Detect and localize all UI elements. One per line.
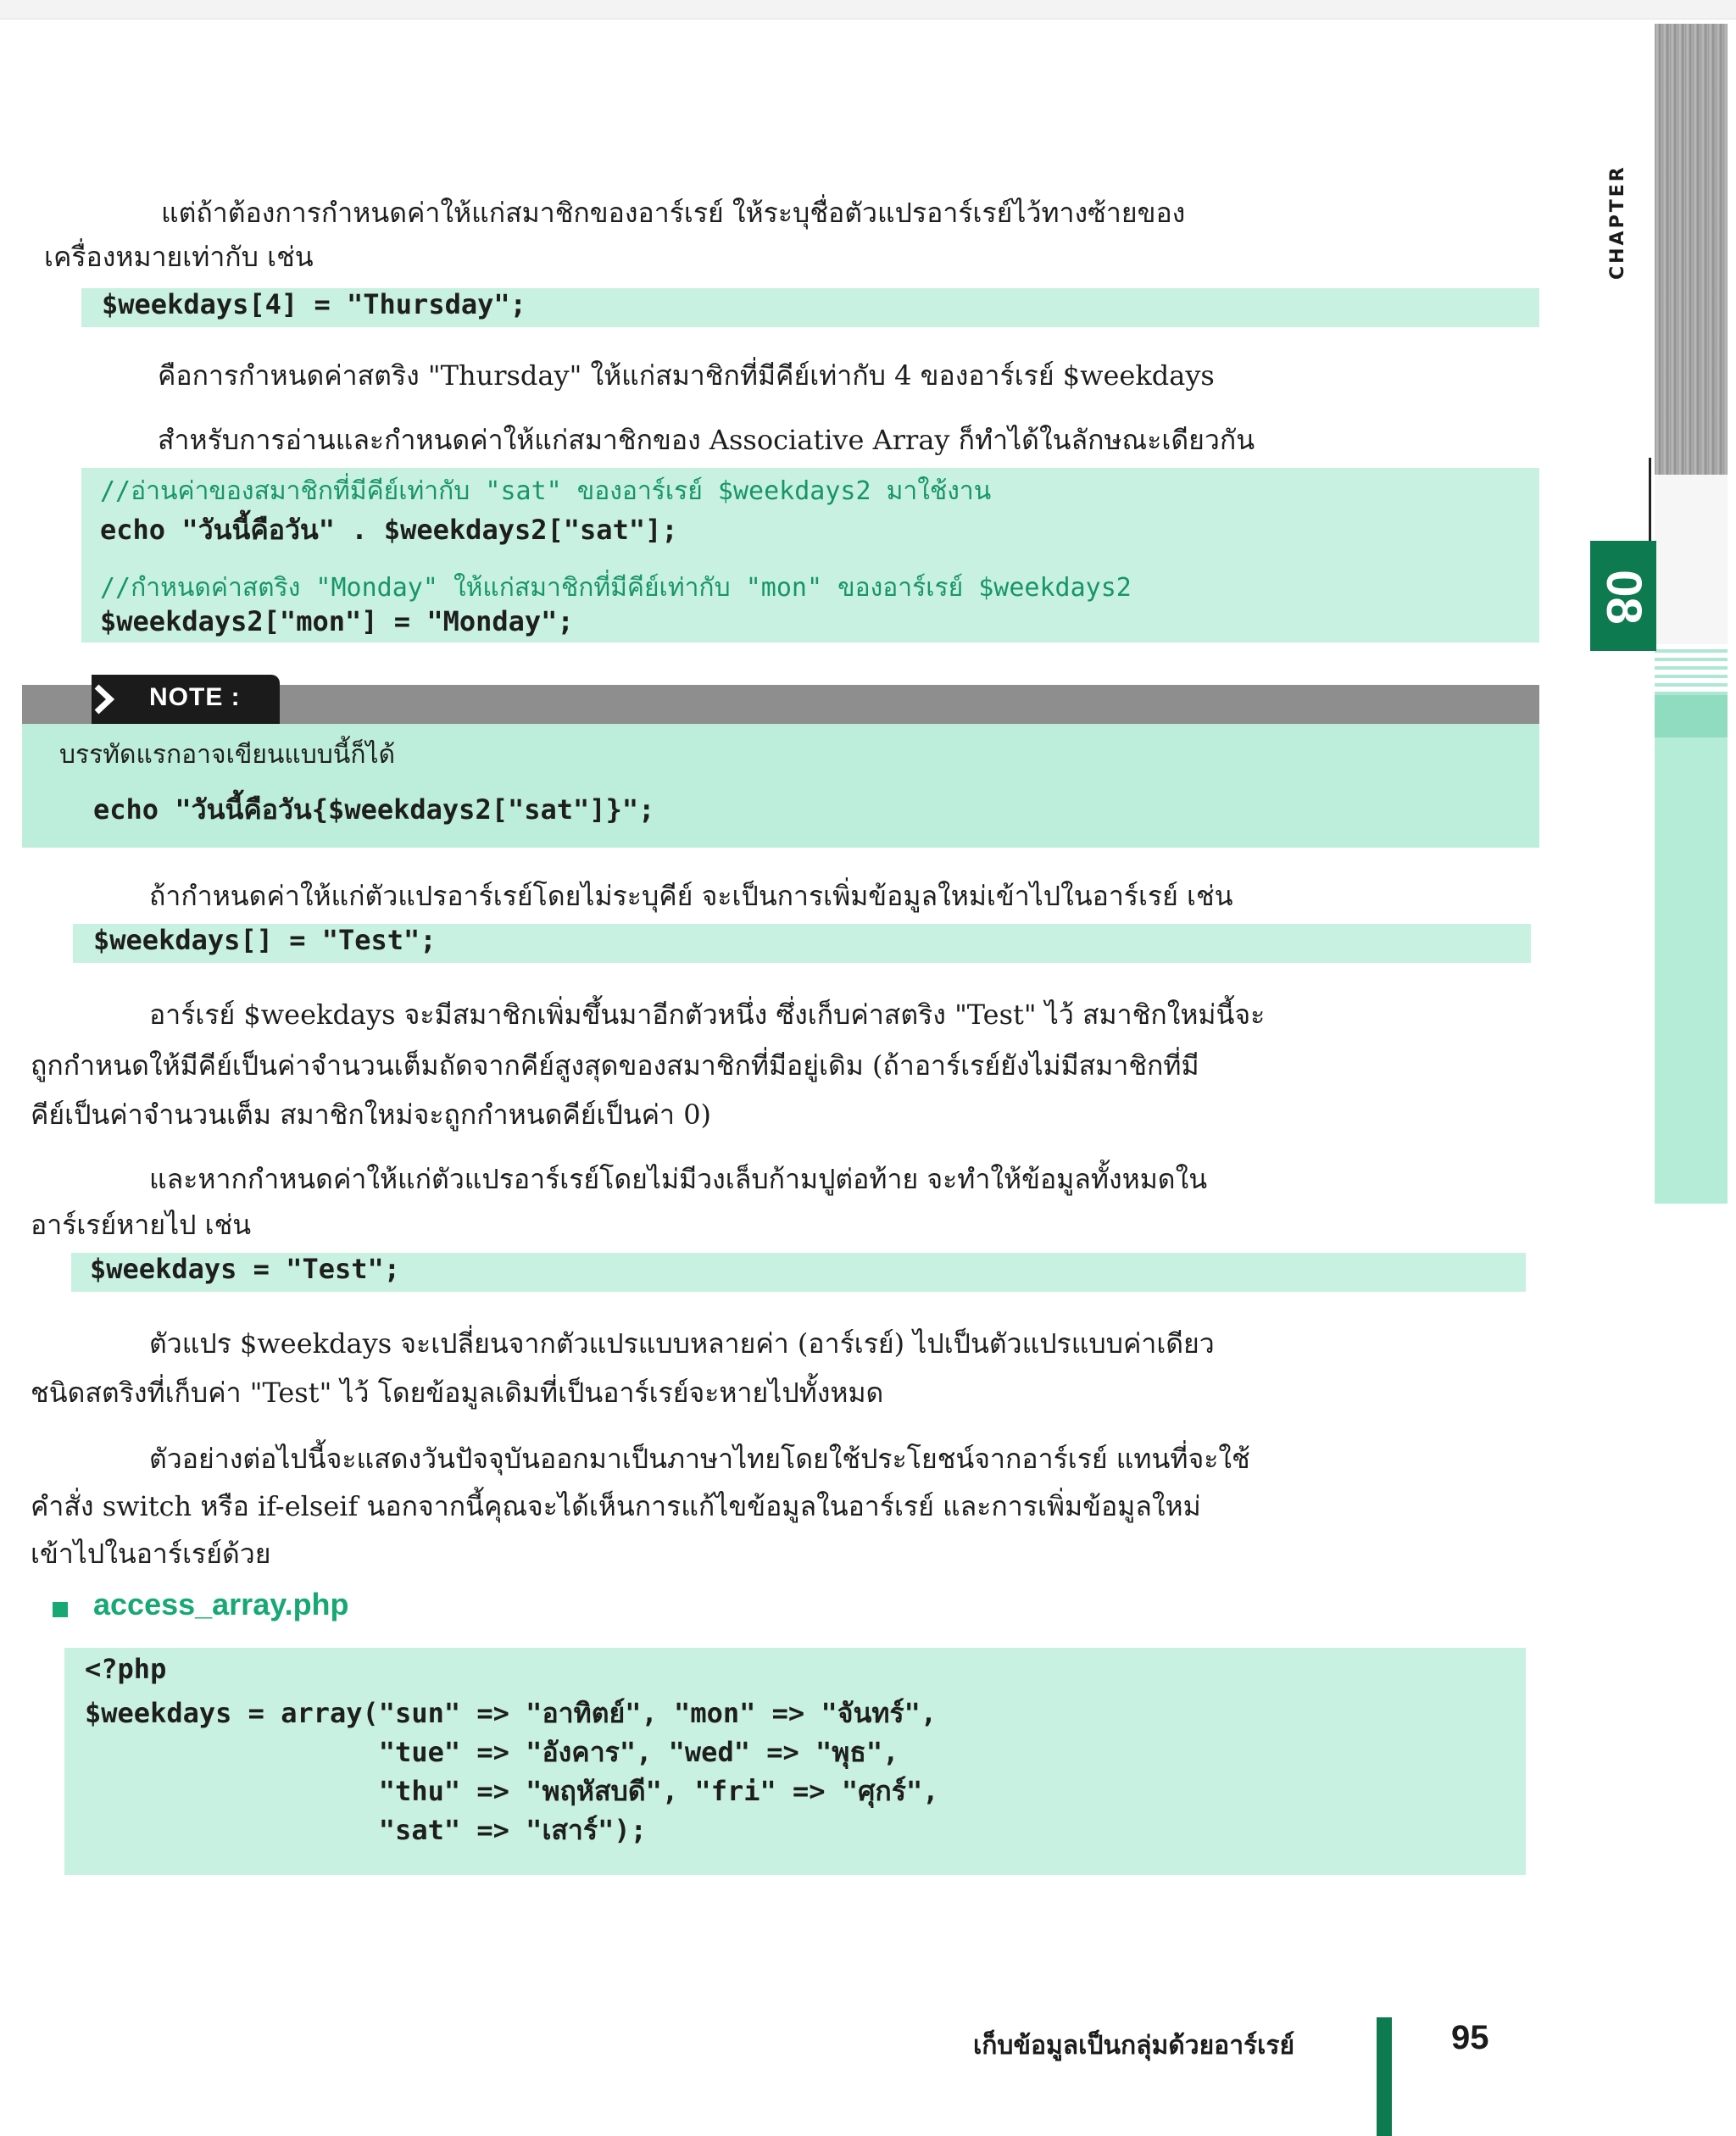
paragraph-line: และหากกำหนดค่าให้แก่ตัวแปรอาร์เรย์โดยไม่มีวงเล็บก้ามปูต่อท้าย จะทำให้ข้อมูลทั้งหมดใน <box>149 1163 1208 1195</box>
chapter-number-text: 08 <box>1595 569 1651 625</box>
page-top-edge <box>0 0 1736 19</box>
listing-filename: access_array.php <box>93 1587 349 1621</box>
margin-rule <box>1649 458 1651 541</box>
paragraph-line: เครื่องหมายเท่ากับ เช่น <box>44 241 314 273</box>
code-line: $weekdays = "Test"; <box>90 1253 401 1285</box>
listing-line: $weekdays = array("sun" => "อาทิตย์", "mon" => "จันทร์", <box>85 1697 938 1729</box>
paragraph-line: คือการกำหนดค่าสตริง "Thursday" ให้แก่สมาชิกที่มีคีย์เท่ากับ 4 ของอาร์เรย์ $weekdays <box>158 359 1215 392</box>
paragraph-line: สำหรับการอ่านและกำหนดค่าให้แก่สมาชิกของ Associative Array ก็ทำได้ในลักษณะเดียวกัน <box>158 424 1255 456</box>
paragraph-line: ถ้ากำหนดค่าให้แก่ตัวแปรอาร์เรย์โดยไม่ระบุคีย์ จะเป็นการเพิ่มข้อมูลใหม่เข้าไปในอาร์เรย์ เช่น <box>149 880 1233 912</box>
footer-divider <box>1377 2017 1392 2136</box>
paragraph-line: คำสั่ง switch หรือ if-elseif นอกจากนี้คุณจะได้เห็นการแก้ไขข้อมูลในอาร์เรย์ และการเพิ่มข้อมูลใหม่ <box>31 1490 1201 1522</box>
chapter-label: CHAPTER <box>1607 164 1628 280</box>
margin-mint-strip <box>1655 737 1728 1204</box>
square-bullet-icon <box>53 1602 68 1617</box>
paragraph-line: แต่ถ้าต้องการกำหนดค่าให้แก่สมาชิกของอาร์เรย์ ให้ระบุชื่อตัวแปรอาร์เรย์ไว้ทางซ้ายของ <box>161 197 1186 229</box>
page-number: 95 <box>1451 2019 1489 2056</box>
note-text: บรรทัดแรกอาจเขียนแบบนี้ก็ได้ <box>59 740 396 770</box>
paragraph-line: ถูกกำหนดให้มีคีย์เป็นค่าจำนวนเต็มถัดจากคีย์สูงสุดของสมาชิกที่มีอยู่เดิม (ถ้าอาร์เรย์ยังไม่มีสมาชิกที่มี <box>31 1049 1199 1082</box>
paragraph-line: เข้าไปในอาร์เรย์ด้วย <box>31 1538 271 1570</box>
listing-line: "thu" => "พฤหัสบดี", "fri" => "ศุกร์", <box>85 1775 939 1807</box>
note-label: NOTE : <box>149 683 241 711</box>
paragraph-line: ตัวแปร $weekdays จะเปลี่ยนจากตัวแปรแบบหลายค่า (อาร์เรย์) ไปเป็นตัวแปรแบบค่าเดียว <box>149 1327 1215 1360</box>
paragraph-line: อาร์เรย์ $weekdays จะมีสมาชิกเพิ่มขึ้นมาอีกตัวหนึ่ง ซึ่งเก็บค่าสตริง "Test" ไว้ สมาชิกใหม่นี้จะ <box>149 998 1266 1031</box>
code-comment: //กำหนดค่าสตริง "Monday" ให้แก่สมาชิกที่มีคีย์เท่ากับ "mon" ของอาร์เรย์ $weekdays2 <box>100 573 1132 603</box>
code-comment: //อ่านค่าของสมาชิกที่มีคีย์เท่ากับ "sat" ของอาร์เรย์ $weekdays2 มาใช้งาน <box>100 476 992 506</box>
chevron-right-icon <box>90 678 129 720</box>
paragraph-line: อาร์เรย์หายไป เช่น <box>31 1209 252 1241</box>
note-code: echo "วันนี้คือวัน{$weekdays2["sat"]}"; <box>93 793 655 826</box>
paragraph-line: ชนิดสตริงที่เก็บค่า "Test" ไว้ โดยข้อมูลเดิมที่เป็นอาร์เรย์จะหายไปทั้งหมด <box>31 1377 884 1409</box>
listing-line: "sat" => "เสาร์"); <box>85 1814 647 1846</box>
chapter-number <box>1597 551 1650 642</box>
code-line: $weekdays[] = "Test"; <box>93 924 437 956</box>
code-line: $weekdays2["mon"] = "Monday"; <box>100 605 574 637</box>
margin-mint-dark <box>1655 695 1728 737</box>
code-line: $weekdays[4] = "Thursday"; <box>102 288 526 320</box>
listing-line: "tue" => "อังคาร", "wed" => "พุธ", <box>85 1736 899 1768</box>
code-line: echo "วันนี้คือวัน" . $weekdays2["sat"]; <box>100 514 678 546</box>
listing-line: <?php <box>85 1653 167 1685</box>
running-footer-title: เก็บข้อมูลเป็นกลุ่มด้วยอาร์เรย์ <box>973 2032 1295 2060</box>
paragraph-line: คีย์เป็นค่าจำนวนเต็ม สมาชิกใหม่จะถูกกำหนดคีย์เป็นค่า 0) <box>31 1099 712 1131</box>
paragraph-line: ตัวอย่างต่อไปนี้จะแสดงวันปัจจุบันออกมาเป็นภาษาไทยโดยใช้ประโยชน์จากอาร์เรย์ แทนที่จะใช้ <box>149 1443 1250 1475</box>
